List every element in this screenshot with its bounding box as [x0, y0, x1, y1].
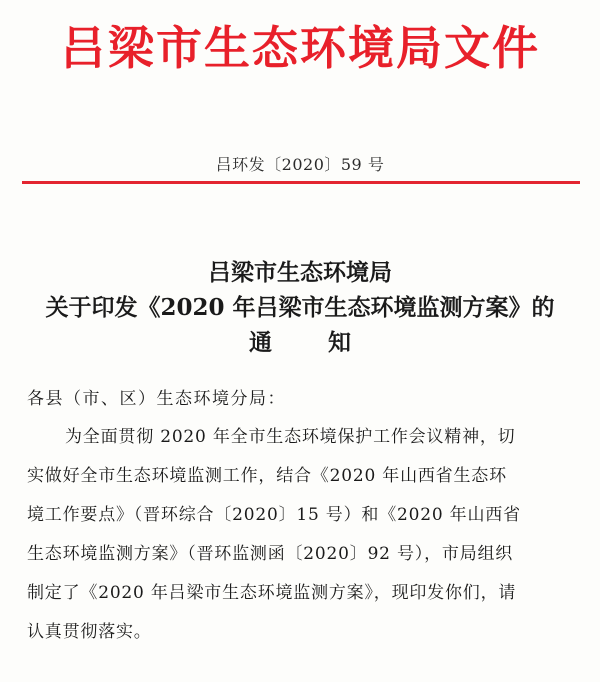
red-divider-rule: [22, 181, 580, 184]
body-line: 实做好全市生态环境监测工作，结合《2020 年山西省生态环: [27, 466, 507, 486]
title-line-3: 通知: [249, 329, 407, 356]
body-line: 制定了《2020 年吕梁市生态环境监测方案》，现印发你们，请: [27, 583, 517, 603]
document-number: 吕环发〔2020〕59 号: [215, 155, 385, 174]
title-line-2: 关于印发《2020 年吕梁市生态环境监测方案》的: [45, 294, 555, 321]
body-paragraph: [27, 418, 567, 652]
body-line: 认真贯彻落实。: [27, 622, 152, 642]
body-line: 生态环境监测方案》（晋环监测函〔2020〕92 号），市局组织: [27, 544, 514, 564]
body-line: 境工作要点》（晋环综合〔2020〕15 号）和《2020 年山西省: [27, 505, 521, 525]
body-line: 为全面贯彻 2020 年全市生态环境保护工作会议精神，切: [65, 427, 516, 447]
salutation: 各县（市、区）生态环境分局：: [27, 389, 286, 409]
document-title: [0, 255, 600, 360]
document-header: 吕梁市生态环境局文件: [60, 21, 540, 75]
title-line-1: 吕梁市生态环境局: [208, 259, 392, 286]
